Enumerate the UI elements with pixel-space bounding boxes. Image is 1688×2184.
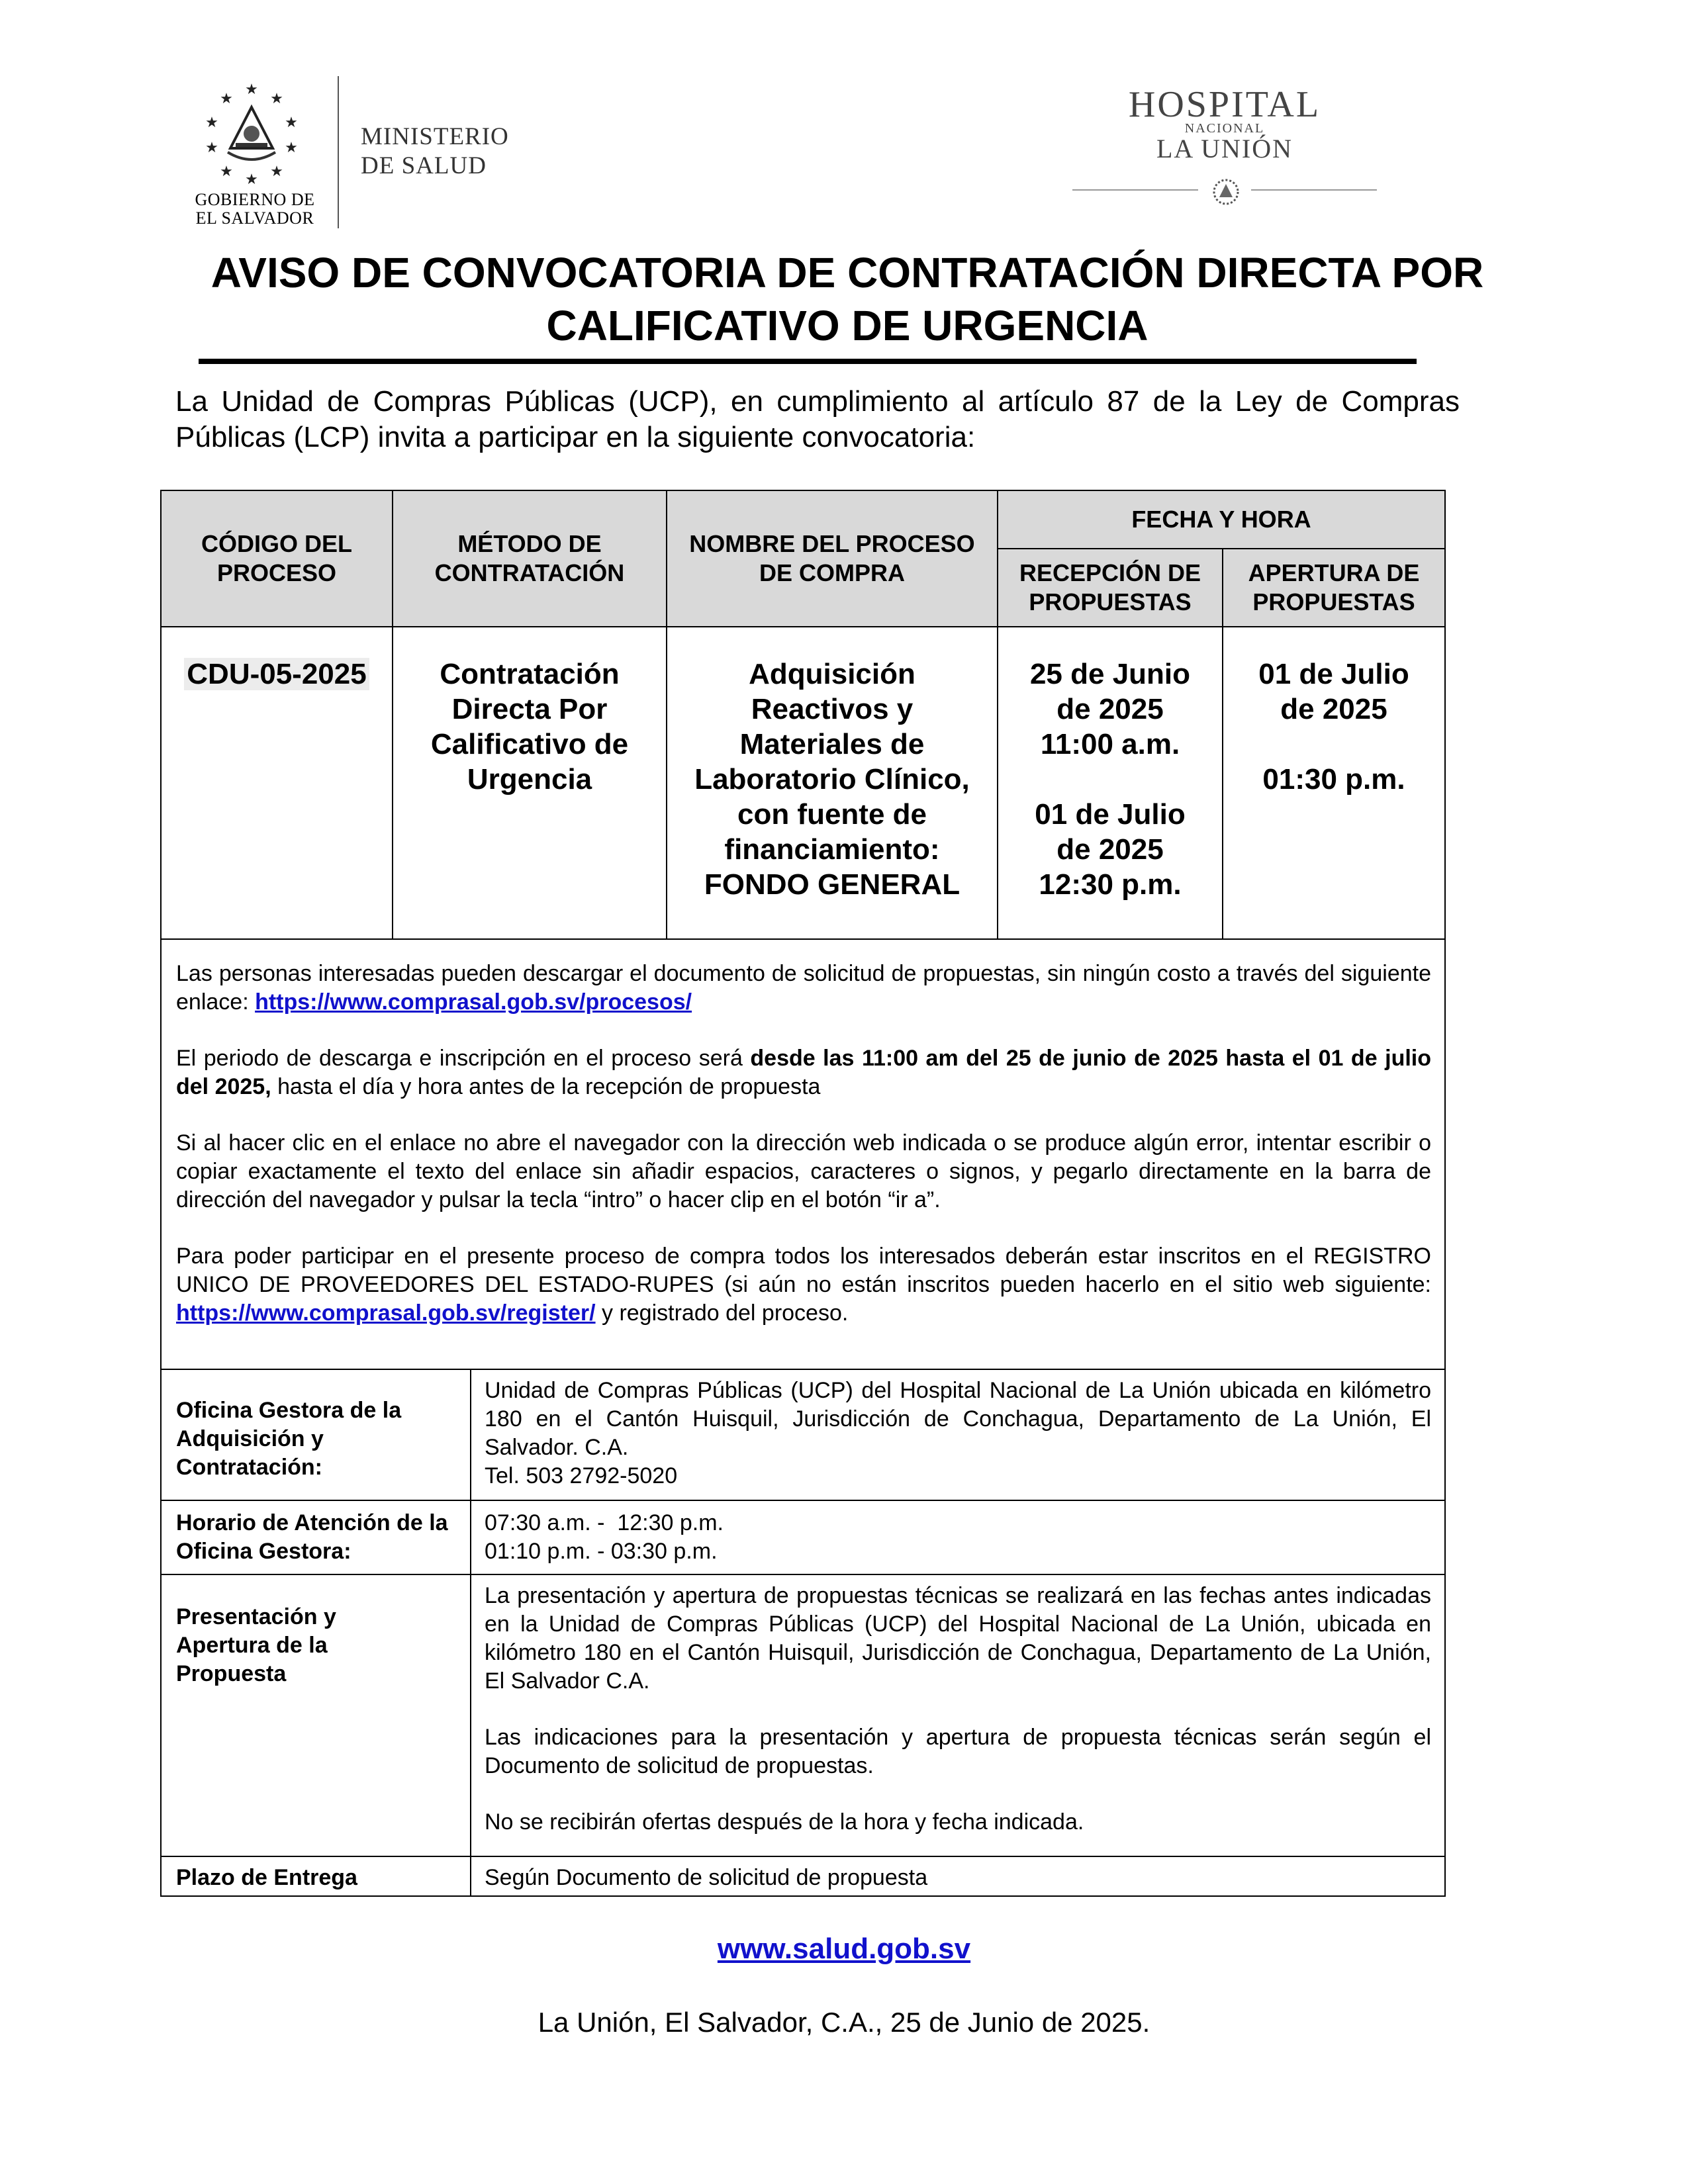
horario-afternoon: 01:10 p.m. - 03:30 p.m. [485, 1539, 718, 1564]
apertura-time: 01:30 p.m. [1262, 763, 1405, 796]
cell-metodo [393, 657, 666, 797]
notes-p2-pre: El periodo de descarga e inscripción en el proceso será [176, 1046, 751, 1071]
ministry-line-1: MINISTERIO [361, 123, 509, 150]
presentacion-p1: La presentación y apertura de propuestas técnicas se realizará en las fechas antes indicadas en la Unidad de Compras Públicas (UCP) del Hospital Nacional de La Unión, ubicada en kilómetro 180 en el Cantón Huisquil, Jurisdicción de Conchagua, Departamento de La Unión, El Salvador C.A. [485, 1583, 1431, 1694]
presentacion-p2: Las indicaciones para la presentación y apertura de propuesta técnicas serán según el Documento de solicitud de propuestas. [485, 1725, 1431, 1778]
header-nombre-label: NOMBRE DEL PROCESO DE COMPRA [689, 530, 975, 586]
notes-paragraph-2 [176, 1044, 1431, 1101]
hospital-line-3: LA UNIÓN [1156, 134, 1293, 163]
cell-apertura [1223, 657, 1444, 797]
grid-line [997, 548, 1444, 549]
notes-p4-post: y registrado del proceso. [595, 1300, 849, 1326]
salud-website-link[interactable]: www.salud.gob.sv [717, 1933, 971, 1965]
grid-line [162, 626, 1444, 627]
document-title: AVISO DE CONVOCATORIA DE CONTRATACIÓN DIRECTA POR CALIFICATIVO DE URGENCIA [211, 249, 1484, 349]
info-value-plazo: Según Documento de solicitud de propuesta [485, 1865, 928, 1890]
svg-text:★: ★ [270, 163, 283, 179]
grid-line [162, 1856, 1444, 1857]
intro-paragraph: La Unidad de Compras Públicas (UCP), en cumplimiento al artículo 87 de la Ley de Compras Públicas (LCP) invita a participar en la siguiente convocatoria: [175, 385, 1460, 453]
hospital-line-1: HOSPITAL [1128, 84, 1321, 125]
el-salvador-seal-icon [199, 79, 305, 185]
header-divider [338, 76, 339, 228]
notes-paragraph-1 [176, 960, 1431, 1017]
register-link[interactable]: https://www.comprasal.gob.sv/register/ [176, 1300, 596, 1326]
header-codigo [162, 491, 392, 626]
title-underline [199, 359, 1417, 364]
ministry-name [361, 122, 509, 181]
info-label-plazo: Plazo de Entrega [176, 1865, 357, 1890]
info-label-oficina: Oficina Gestora de la Adquisición y Contratación: [176, 1398, 402, 1480]
svg-text:★: ★ [205, 114, 218, 130]
cell-codigo [162, 657, 392, 692]
grid-line [162, 1574, 1444, 1575]
header-metodo [393, 491, 666, 626]
oficina-address: Unidad de Compras Públicas (UCP) del Hospital Nacional de La Unión ubicada en kilómetro 180 en el Cantón Huisquil, Jurisdicción de Conchagua, Departamento de La Unión, El Salvador. C.A. [485, 1378, 1431, 1460]
notes-paragraph-4 [176, 1242, 1431, 1328]
notes-section [176, 960, 1431, 1355]
header-recepcion-label: RECEPCIÓN DE PROPUESTAS [1019, 559, 1201, 615]
hospital-seal-icon [1211, 177, 1241, 206]
hospital-logo [1072, 85, 1377, 163]
header-apertura-label: APERTURA DE PROPUESTAS [1248, 559, 1420, 615]
header-fecha-hora [998, 491, 1444, 548]
header-fecha-hora-label: FECHA Y HORA [1131, 506, 1311, 533]
svg-text:★: ★ [285, 139, 298, 156]
info-label-presentacion: Presentación y Apertura de la Propuesta [176, 1604, 336, 1686]
hospital-rule-right [1251, 189, 1377, 191]
apertura-date: 01 de Julio de 2025 [1258, 658, 1409, 725]
cell-recepcion [998, 657, 1222, 902]
svg-text:★: ★ [245, 81, 258, 97]
cell-nombre [667, 657, 997, 902]
header-metodo-label: MÉTODO DE CONTRATACIÓN [434, 530, 625, 586]
svg-text:★: ★ [270, 90, 283, 107]
info-label-horario: Horario de Atención de la Oficina Gestora: [176, 1510, 448, 1564]
gobierno-logo [179, 79, 331, 228]
recepcion-1-time: 11:00 a.m. [1040, 728, 1180, 760]
presentacion-p3: No se recibirán ofertas después de la hora y fecha indicada. [485, 1809, 1084, 1835]
recepcion-2-time: 12:30 p.m. [1039, 868, 1182, 901]
info-value-horario [485, 1509, 1431, 1566]
info-value-presentacion [485, 1582, 1431, 1837]
header-apertura [1223, 549, 1444, 626]
info-value-oficina [485, 1377, 1431, 1490]
header-nombre [667, 491, 997, 626]
nombre-value: Adquisición Reactivos y Materiales de Laboratorio Clínico, con fuente de financiamiento: FONDO GENERAL [694, 658, 970, 901]
grid-line [162, 1369, 1444, 1370]
hospital-line-2: NACIONAL [1184, 121, 1265, 136]
metodo-value: Contratación Directa Por Calificativo de Urgencia [430, 658, 629, 796]
grid-line [470, 1369, 471, 1895]
footer-link-container [0, 1933, 1688, 1966]
codigo-value: CDU-05-2025 [184, 658, 369, 690]
horario-morning: 07:30 a.m. - 12:30 p.m. [485, 1510, 724, 1535]
recepcion-2-date: 01 de Julio de 2025 [1035, 798, 1186, 866]
ministry-line-2: DE SALUD [361, 152, 487, 179]
header-recepcion [998, 549, 1222, 626]
gobierno-logo-text: GOBIERNO DE EL SALVADOR [195, 190, 315, 228]
notes-p1-text: Las personas interesadas pueden descargar el documento de solicitud de propuestas, sin ningún costo a través del siguiente enlace: [176, 961, 1431, 1015]
grid-line [162, 1500, 1444, 1501]
notes-paragraph-3: Si al hacer clic en el enlace no abre el navegador con la dirección web indicada o se produce algún error, intentar escribir o copiar exactamente el texto del enlace sin añadir espacios, caracteres o signos, y pegarlo directamente en la barra de dirección del navegador y pulsar la tecla “intro” o hacer clip en el botón “ir a”. [176, 1130, 1431, 1212]
svg-text:★: ★ [220, 90, 233, 107]
convocatoria-table [160, 490, 1446, 1897]
oficina-tel: Tel. 503 2792-5020 [485, 1463, 678, 1488]
procesos-link[interactable]: https://www.comprasal.gob.sv/procesos/ [255, 989, 692, 1015]
notes-p2-post: hasta el día y hora antes de la recepción de propuesta [271, 1074, 821, 1099]
svg-text:★: ★ [220, 163, 233, 179]
svg-text:★: ★ [285, 114, 298, 130]
header-codigo-label: CÓDIGO DEL PROCESO [201, 530, 352, 586]
hospital-rule-left [1072, 189, 1198, 191]
svg-text:★: ★ [205, 139, 218, 156]
grid-line [162, 938, 1444, 940]
notes-p2-bold: desde las 11:00 am del 25 de junio de 2025 hasta el 01 de julio del 2025, [176, 1046, 1431, 1099]
svg-text:★: ★ [245, 171, 258, 185]
recepcion-1-date: 25 de Junio de 2025 [1029, 658, 1191, 725]
place-and-date: La Unión, El Salvador, C.A., 25 de Junio de 2025. [538, 2007, 1150, 2038]
notes-p4-pre: Para poder participar en el presente proceso de compra todos los interesados deberán estar inscritos en el REGISTRO UNICO DE PROVEEDORES DEL ESTADO-RUPES (si aún no están inscritos pueden hacerlo en el sitio web siguiente: [176, 1244, 1431, 1297]
